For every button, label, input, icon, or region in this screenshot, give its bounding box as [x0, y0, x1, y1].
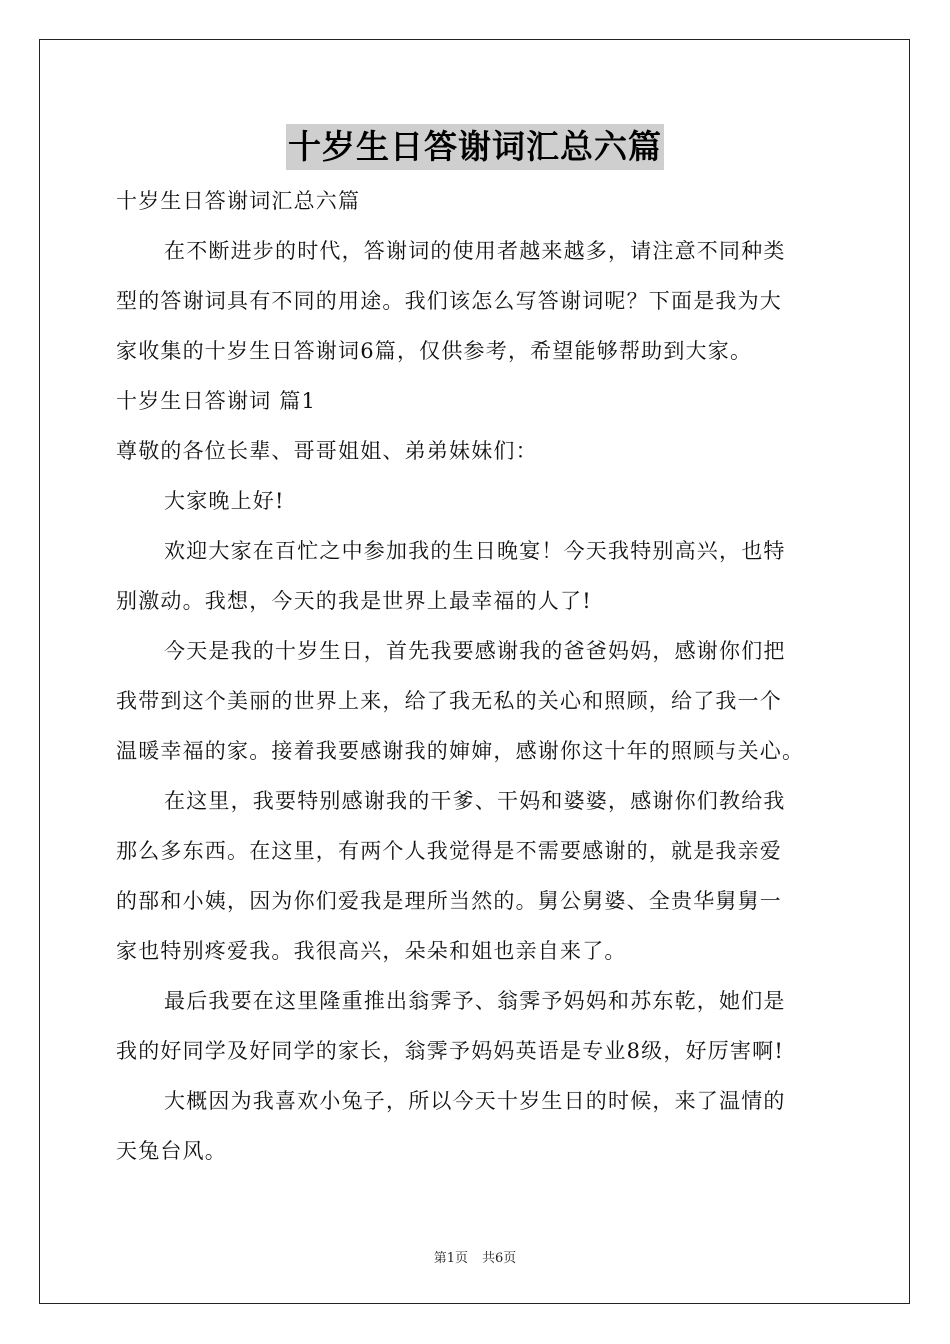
paragraph-line: 别激动。我想，今天的我是世界上最幸福的人了!	[116, 589, 592, 613]
greeting-line: 大家晚上好!	[164, 489, 285, 513]
paragraph-line: 天兔台风。	[116, 1139, 227, 1163]
salutation-line: 尊敬的各位长辈、哥哥姐姐、弟弟妹妹们：	[116, 439, 538, 463]
paragraph-line: 温暖幸福的家。接着我要感谢我的婶婶，感谢你这十年的照顾与关心。	[116, 739, 805, 763]
paragraph-line: 家也特别疼爱我。我很高兴，朵朵和姐也亲自来了。	[116, 939, 627, 963]
paragraph-line: 型的答谢词具有不同的用途。我们该怎么写答谢词呢？下面是我为大	[116, 289, 782, 313]
paragraph-line: 的郚和小姨，因为你们爱我是理所当然的。舅公舅婆、全贵华舅舅一	[116, 889, 782, 913]
subtitle-line: 十岁生日答谢词汇总六篇	[116, 189, 361, 213]
paragraph-line: 家收集的十岁生日答谢词6篇，仅供参考，希望能够帮助到大家。	[116, 339, 753, 363]
page-count: 共6页	[482, 1251, 517, 1266]
paragraph-line: 我的好同学及好同学的家长，翁霁予妈妈英语是专业8级，好厉害啊!	[116, 1039, 784, 1063]
paragraph-line: 那么多东西。在这里，有两个人我觉得是不需要感谢的，就是我亲爱	[116, 839, 782, 863]
page-number: 第1页	[433, 1251, 468, 1266]
paragraph-line: 欢迎大家在百忙之中参加我的生日晚宴！今天我特别高兴，也特	[164, 539, 786, 563]
page-footer	[0, 1247, 950, 1266]
paragraph-line: 最后我要在这里隆重推出翁霁予、翁霁予妈妈和苏东乾，她们是	[164, 989, 786, 1013]
document-body	[116, 176, 836, 1176]
paragraph-line: 在不断进步的时代，答谢词的使用者越来越多，请注意不同种类	[164, 239, 786, 263]
document-title: 十岁生日答谢词汇总六篇	[286, 124, 664, 170]
paragraph-line: 今天是我的十岁生日，首先我要感谢我的爸爸妈妈，感谢你们把	[164, 639, 786, 663]
paragraph-line: 我带到这个美丽的世界上来，给了我无私的关心和照顾，给了我一个	[116, 689, 782, 713]
paragraph-line: 大概因为我喜欢小兔子，所以今天十岁生日的时候，来了温情的	[164, 1089, 786, 1113]
paragraph-line: 在这里，我要特别感谢我的干爹、干妈和婆婆，感谢你们教给我	[164, 789, 786, 813]
section-heading: 十岁生日答谢词 篇1	[116, 389, 317, 413]
title-container	[0, 124, 950, 170]
